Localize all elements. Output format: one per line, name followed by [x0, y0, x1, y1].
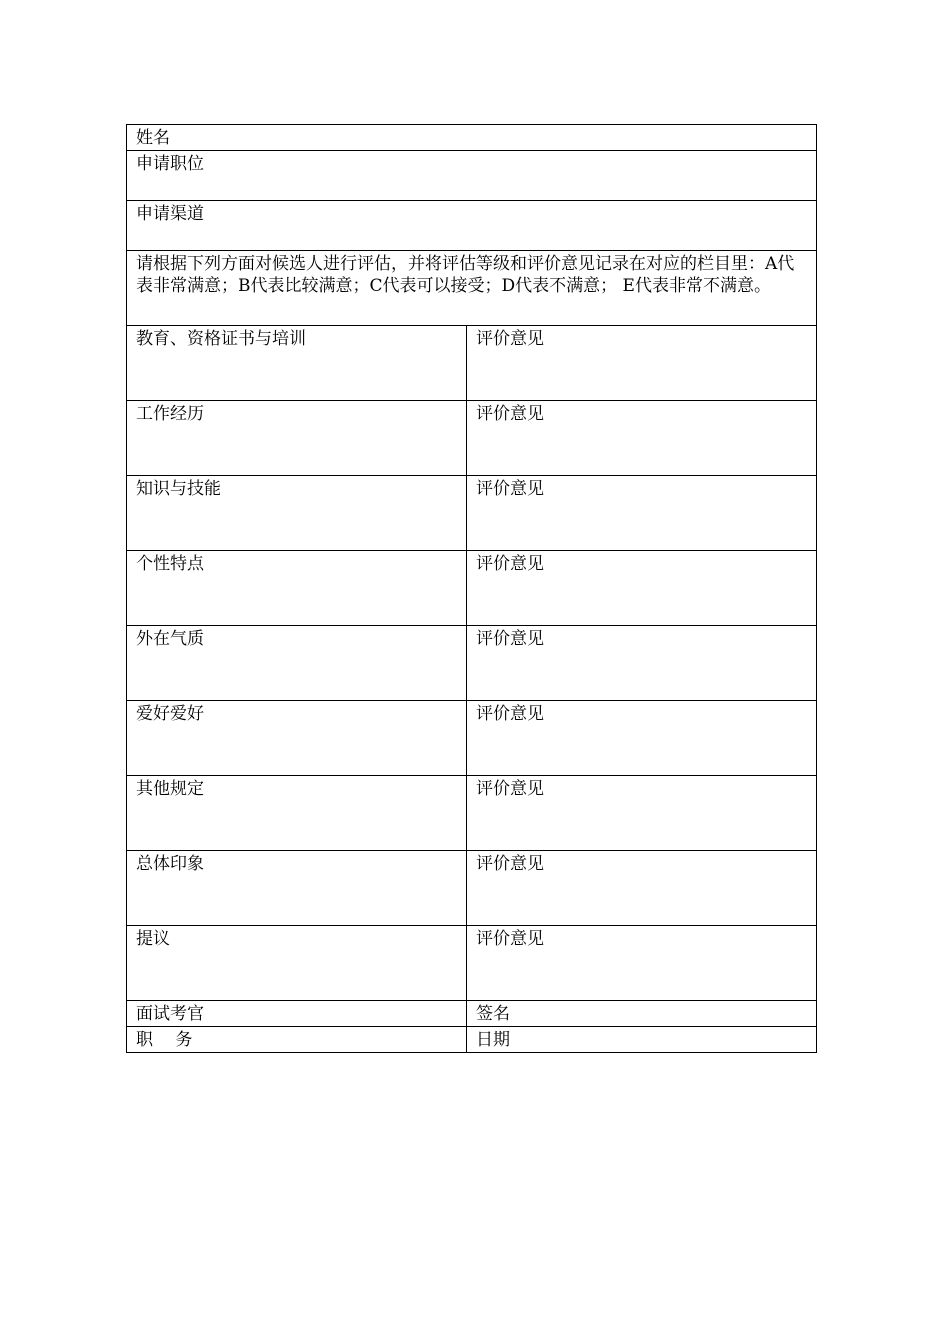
comment-field[interactable] — [467, 701, 817, 776]
signature-label: 签名 — [476, 1004, 510, 1024]
date-label: 日期 — [476, 1030, 510, 1050]
criteria-label: 外在气质 — [136, 629, 204, 649]
comment-label: 评价意见 — [476, 404, 544, 424]
date-field[interactable] — [467, 1027, 817, 1053]
name-label: 姓名 — [136, 128, 170, 148]
criteria-row — [127, 326, 817, 401]
criteria-label: 其他规定 — [136, 779, 204, 799]
comment-field[interactable] — [467, 401, 817, 476]
criteria-row — [127, 776, 817, 851]
criteria-field[interactable] — [127, 476, 467, 551]
comment-label: 评价意见 — [476, 479, 544, 499]
criteria-field[interactable] — [127, 401, 467, 476]
name-field[interactable] — [127, 125, 817, 151]
criteria-label: 总体印象 — [136, 854, 204, 874]
instructions-cell — [127, 251, 817, 326]
criteria-field[interactable] — [127, 851, 467, 926]
comment-label: 评价意见 — [476, 554, 544, 574]
position-field[interactable] — [127, 151, 817, 201]
criteria-row — [127, 551, 817, 626]
comment-field[interactable] — [467, 851, 817, 926]
comment-label: 评价意见 — [476, 329, 544, 349]
criteria-label: 个性特点 — [136, 554, 204, 574]
comment-field[interactable] — [467, 476, 817, 551]
interviewer-row — [127, 1001, 817, 1027]
channel-label: 申请渠道 — [136, 204, 204, 224]
criteria-row — [127, 926, 817, 1001]
criteria-row — [127, 476, 817, 551]
title-date-row — [127, 1027, 817, 1053]
comment-label: 评价意见 — [476, 854, 544, 874]
interview-evaluation-form — [126, 124, 817, 1053]
criteria-label: 工作经历 — [136, 404, 204, 424]
title-field[interactable] — [127, 1027, 467, 1053]
criteria-label: 教育、资格证书与培训 — [136, 329, 306, 349]
criteria-label: 提议 — [136, 929, 170, 949]
criteria-field[interactable] — [127, 701, 467, 776]
position-row — [127, 151, 817, 201]
comment-label: 评价意见 — [476, 629, 544, 649]
instructions-text: 请根据下列方面对候选人进行评估，并将评估等级和评价意见记录在对应的栏目里：A代表非常满意；B代表比较满意；C代表可以接受；D代表不满意； E代表非常不满意。 — [136, 254, 795, 296]
criteria-row — [127, 851, 817, 926]
channel-field[interactable] — [127, 201, 817, 251]
comment-field[interactable] — [467, 551, 817, 626]
name-row — [127, 125, 817, 151]
comment-label: 评价意见 — [476, 779, 544, 799]
comment-field[interactable] — [467, 626, 817, 701]
signature-field[interactable] — [467, 1001, 817, 1027]
criteria-field[interactable] — [127, 551, 467, 626]
criteria-row — [127, 701, 817, 776]
criteria-label: 爱好爱好 — [136, 704, 204, 724]
interviewer-field[interactable] — [127, 1001, 467, 1027]
comment-field[interactable] — [467, 326, 817, 401]
criteria-field[interactable] — [127, 326, 467, 401]
comment-label: 评价意见 — [476, 929, 544, 949]
criteria-row — [127, 401, 817, 476]
criteria-field[interactable] — [127, 926, 467, 1001]
position-label: 申请职位 — [136, 154, 204, 174]
instructions-row — [127, 251, 817, 326]
interviewer-label: 面试考官 — [136, 1004, 204, 1024]
title-label: 职 务 — [136, 1030, 193, 1050]
comment-field[interactable] — [467, 776, 817, 851]
criteria-field[interactable] — [127, 776, 467, 851]
criteria-field[interactable] — [127, 626, 467, 701]
comment-field[interactable] — [467, 926, 817, 1001]
criteria-label: 知识与技能 — [136, 479, 221, 499]
comment-label: 评价意见 — [476, 704, 544, 724]
channel-row — [127, 201, 817, 251]
criteria-row — [127, 626, 817, 701]
